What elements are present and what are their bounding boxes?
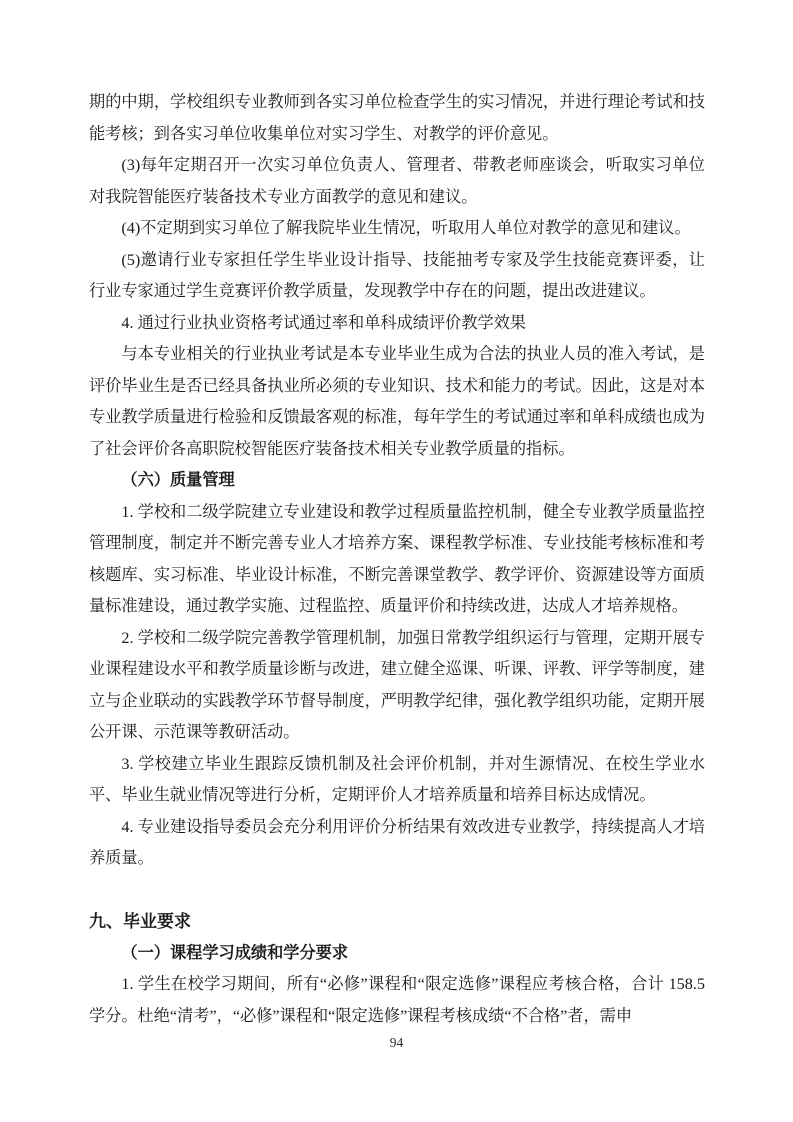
paragraph: 1. 学生在校学习期间，所有“必修”课程和“限定选修”课程应考核合格，合计 158.5 学分。杜绝“清考”，“必修”课程和“限定选修”课程考核成绩“不合格”者，需申 bbox=[89, 975, 705, 1025]
paragraph: 期的中期，学校组织专业教师到各实习单位检查学生的实习情况，并进行理论考试和技能考核；到各实习单位收集单位对实习学生、对教学的评价意见。 bbox=[89, 93, 705, 143]
paragraph: (5)邀请行业专家担任学生毕业设计指导、技能抽考专家及学生技能竞赛评委，让行业专家通过学生竞赛评价教学质量，发现教学中存在的问题，提出改进建议。 bbox=[89, 250, 705, 300]
paragraph: 2. 学校和二级学院完善教学管理机制，加强日常教学组织运行与管理，定期开展专业课程建设水平和教学质量诊断与改进，建立健全巡课、听课、评教、评学等制度，建立与企业联动的实践教学环节督导制度，严明教学纪律，强化教学组织功能，定期开展公开课、示范课等教研活动。 bbox=[89, 628, 705, 741]
page-body bbox=[89, 87, 705, 1032]
subsection-heading: （一）课程学习成绩和学分要求 bbox=[121, 943, 349, 962]
section-heading: 九、毕业要求 bbox=[89, 912, 191, 931]
page-number: 94 bbox=[389, 1035, 404, 1050]
paragraph: 与本专业相关的行业执业考试是本专业毕业生成为合法的执业人员的准入考试，是评价毕业生是否已经具备执业所必须的专业知识、技术和能力的考试。因此，这是对本专业教学质量进行检验和反馈最客观的标准，每年学生的考试通过率和单科成绩也成为了社会评价各高职院校智能医疗装备技术相关专业教学质量的指标。 bbox=[89, 345, 705, 458]
paragraph: (3)每年定期召开一次实习单位负责人、管理者、带教老师座谈会，听取实习单位对我院智能医疗装备技术专业方面教学的意见和建议。 bbox=[89, 156, 705, 206]
paragraph: 3. 学校建立毕业生跟踪反馈机制及社会评价机制，并对生源情况、在校生学业水平、毕业生就业情况等进行分析，定期评价人才培养质量和培养目标达成情况。 bbox=[89, 754, 705, 804]
paragraph: 1. 学校和二级学院建立专业建设和教学过程质量监控机制，健全专业教学质量监控管理制度，制定并不断完善专业人才培养方案、课程教学标准、专业技能考核标准和考核题库、实习标准、毕业设计标准，不断完善课堂教学、教学评价、资源建设等方面质量标准建设，通过教学实施、过程监控、质量评价和持续改进，达成人才培养规格。 bbox=[89, 502, 705, 615]
paragraph: 4. 通过行业执业资格考试通过率和单科成绩评价教学效果 bbox=[121, 313, 527, 332]
paragraph: 4. 专业建设指导委员会充分利用评价分析结果有效改进专业教学，持续提高人才培养质量。 bbox=[89, 817, 705, 867]
subsection-heading: （六）质量管理 bbox=[121, 471, 235, 489]
paragraph: (4)不定期到实习单位了解我院毕业生情况，听取用人单位对教学的意见和建议。 bbox=[121, 219, 691, 237]
